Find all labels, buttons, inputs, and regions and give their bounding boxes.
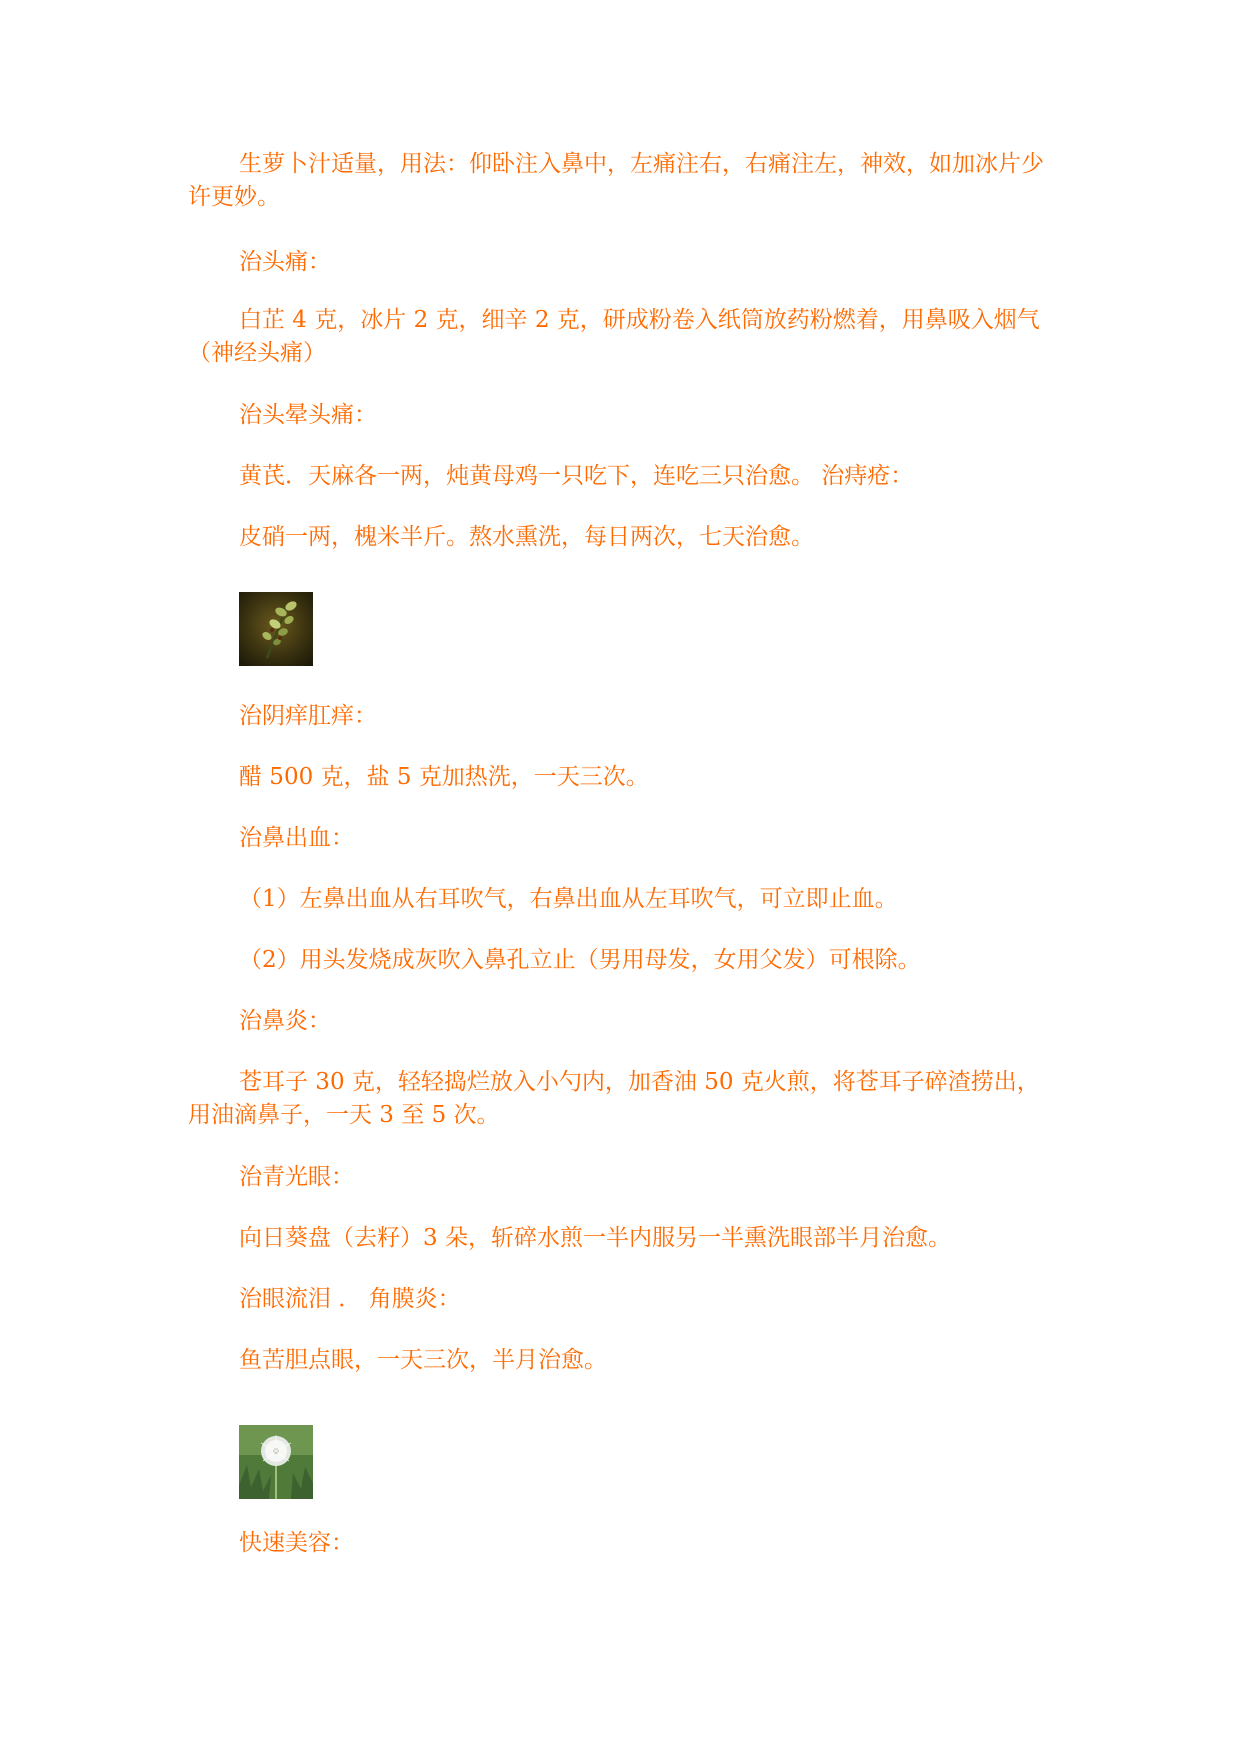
paragraph-nosebleed-remedy-2: （2）用头发烧成灰吹入鼻孔立止（男用母发，女用父发）可根除。 <box>239 947 921 973</box>
dandelion-seedhead-photo-icon <box>239 1425 313 1499</box>
paragraph-glaucoma-remedy: 向日葵盘（去籽）3 朵，斩碎水煎一半内服另一半熏洗眼部半月治愈。 <box>239 1225 951 1251</box>
paragraph-hemorrhoid-remedy: 皮硝一两，槐米半斤。熬水熏洗，每日两次，七天治愈。 <box>239 524 814 550</box>
heading-dizziness-headache: 治头晕头痛： <box>239 402 377 428</box>
heading-rhinitis: 治鼻炎： <box>239 1008 331 1034</box>
paragraph-nosebleed-remedy-1: （1）左鼻出血从右耳吹气，右鼻出血从左耳吹气，可立即止血。 <box>239 886 898 912</box>
heading-headache: 治头痛： <box>239 249 331 275</box>
heading-tearing-keratitis: 治眼流泪 ． 角膜炎： <box>239 1286 461 1312</box>
paragraph-dizziness-remedy: 黄芪．天麻各一两，炖黄母鸡一只吃下，连吃三只治愈。 治痔疮： <box>239 463 914 489</box>
paragraph-rhinitis-remedy: 苍耳子 30 克，轻轻捣烂放入小勺内，加香油 50 克火煎，将苍耳子碎渣捞出，用油滴鼻子，一天 3 至 5 次。 <box>188 1069 1040 1128</box>
heading-glaucoma: 治青光眼： <box>239 1164 354 1190</box>
paragraph-itch-remedy: 醋 500 克，盐 5 克加热洗，一天三次。 <box>239 764 649 790</box>
heading-genital-anal-itch: 治阴痒肛痒： <box>239 703 377 729</box>
paragraph-headache-remedy: 白芷 4 克，冰片 2 克，细辛 2 克，研成粉卷入纸筒放药粉燃着，用鼻吸入烟气（神经头痛） <box>188 307 1040 366</box>
heading-nosebleed: 治鼻出血： <box>239 825 354 851</box>
plant-sprig-photo-icon <box>239 592 313 666</box>
paragraph-keratitis-remedy: 鱼苦胆点眼，一天三次，半月治愈。 <box>239 1347 607 1373</box>
paragraph-radish-juice: 生萝卜汁适量，用法：仰卧注入鼻中，左痛注右，右痛注左，神效，如加冰片少许更妙。 <box>188 151 1044 210</box>
heading-quick-beauty: 快速美容： <box>239 1530 354 1556</box>
